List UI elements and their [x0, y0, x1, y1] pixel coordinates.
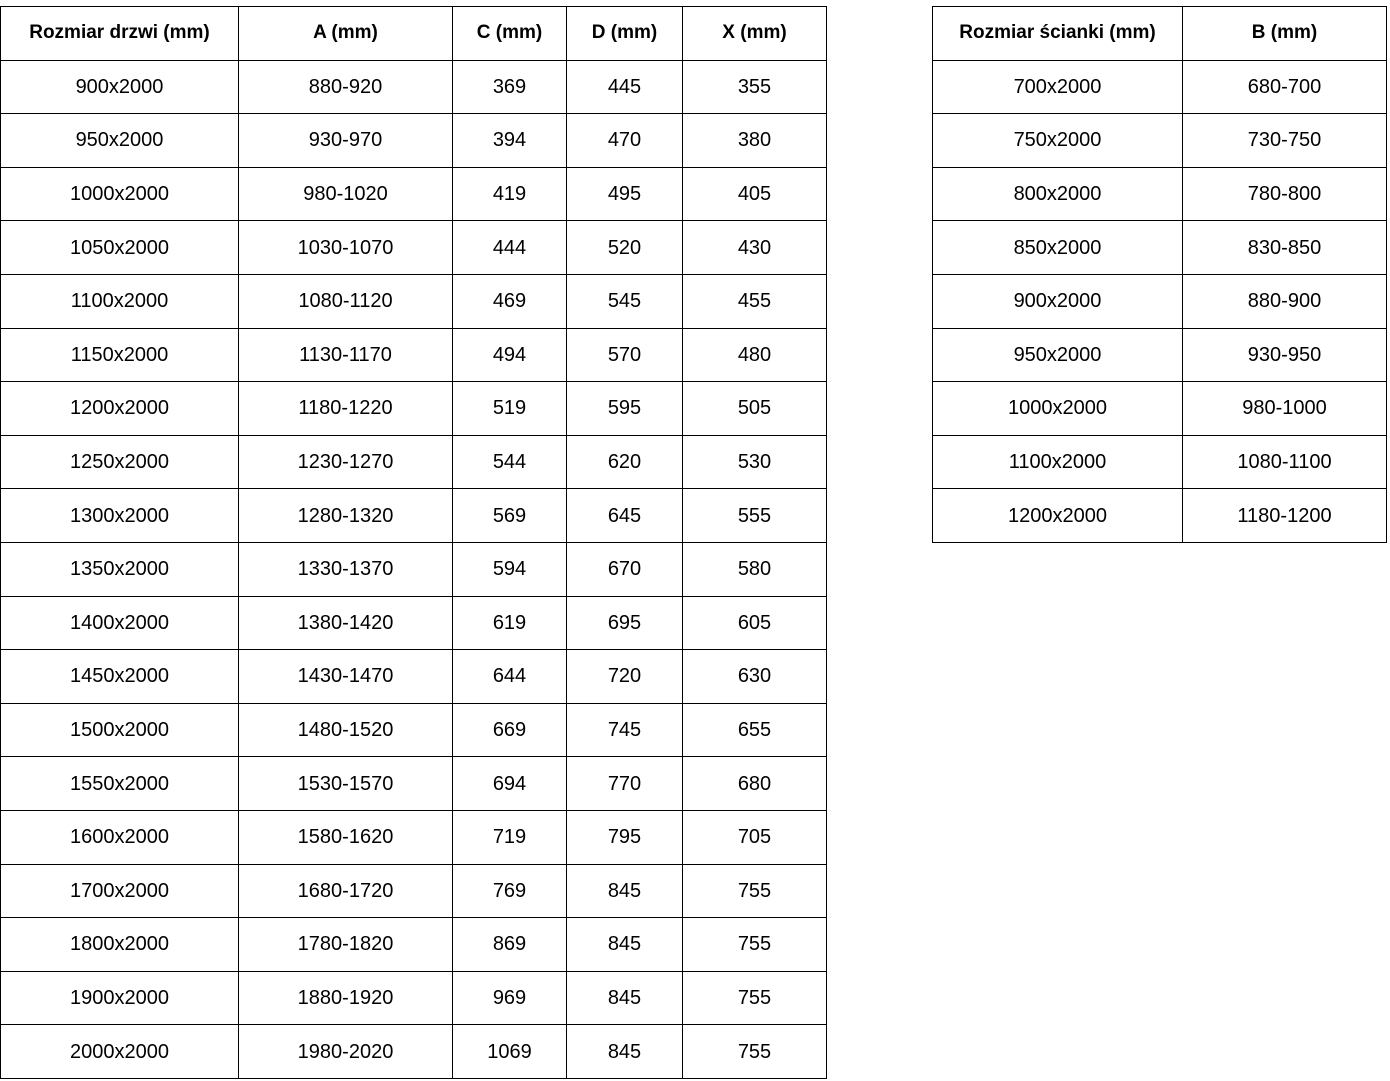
table-cell: 470	[567, 114, 683, 168]
table-cell: 594	[453, 542, 567, 596]
table-cell: 545	[567, 274, 683, 328]
table-cell: 930-970	[239, 114, 453, 168]
column-header-5: X (mm)	[683, 7, 827, 61]
table-cell: 755	[683, 864, 827, 918]
table-cell: 1280-1320	[239, 489, 453, 543]
table-cell: 755	[683, 1025, 827, 1079]
table-header-row	[1, 7, 827, 61]
table-cell: 1230-1270	[239, 435, 453, 489]
table-cell: 670	[567, 542, 683, 596]
row-label-cell: 900x2000	[933, 274, 1183, 328]
row-label-cell: 1450x2000	[1, 650, 239, 704]
row-label-cell: 1000x2000	[933, 382, 1183, 436]
table-row	[1, 489, 827, 543]
table-cell: 880-920	[239, 60, 453, 114]
table-cell: 444	[453, 221, 567, 275]
table-cell: 1030-1070	[239, 221, 453, 275]
table-cell: 355	[683, 60, 827, 114]
table-cell: 494	[453, 328, 567, 382]
row-label-cell: 1400x2000	[1, 596, 239, 650]
table-cell: 680-700	[1183, 60, 1387, 114]
wall-size-table-header	[933, 7, 1387, 61]
table-row	[1, 221, 827, 275]
row-label-cell: 1500x2000	[1, 703, 239, 757]
row-label-cell: 700x2000	[933, 60, 1183, 114]
door-size-table	[0, 6, 827, 1079]
table-cell: 745	[567, 703, 683, 757]
table-cell: 505	[683, 382, 827, 436]
column-header-1: Rozmiar drzwi (mm)	[1, 7, 239, 61]
row-label-cell: 1700x2000	[1, 864, 239, 918]
table-cell: 869	[453, 918, 567, 972]
table-cell: 770	[567, 757, 683, 811]
table-cell: 595	[567, 382, 683, 436]
table-cell: 720	[567, 650, 683, 704]
table-row	[1, 60, 827, 114]
row-label-cell: 850x2000	[933, 221, 1183, 275]
table-row	[933, 60, 1387, 114]
table-row	[1, 328, 827, 382]
table-row	[1, 757, 827, 811]
table-cell: 930-950	[1183, 328, 1387, 382]
table-cell: 1580-1620	[239, 810, 453, 864]
table-cell: 394	[453, 114, 567, 168]
table-row	[933, 489, 1387, 543]
table-row	[1, 167, 827, 221]
table-row	[933, 274, 1387, 328]
table-header-row	[933, 7, 1387, 61]
table-cell: 830-850	[1183, 221, 1387, 275]
table-cell: 544	[453, 435, 567, 489]
column-header-2: A (mm)	[239, 7, 453, 61]
table-cell: 580	[683, 542, 827, 596]
row-label-cell: 1900x2000	[1, 971, 239, 1025]
table-cell: 695	[567, 596, 683, 650]
column-header-4: D (mm)	[567, 7, 683, 61]
table-cell: 445	[567, 60, 683, 114]
table-cell: 1380-1420	[239, 596, 453, 650]
table-row	[933, 435, 1387, 489]
table-cell: 645	[567, 489, 683, 543]
row-label-cell: 750x2000	[933, 114, 1183, 168]
table-row	[933, 221, 1387, 275]
row-label-cell: 1250x2000	[1, 435, 239, 489]
table-cell: 769	[453, 864, 567, 918]
row-label-cell: 1300x2000	[1, 489, 239, 543]
table-row	[1, 1025, 827, 1079]
table-cell: 569	[453, 489, 567, 543]
column-header-2: B (mm)	[1183, 7, 1387, 61]
table-row	[1, 810, 827, 864]
row-label-cell: 900x2000	[1, 60, 239, 114]
row-label-cell: 1350x2000	[1, 542, 239, 596]
column-header-1: Rozmiar ścianki (mm)	[933, 7, 1183, 61]
table-cell: 1430-1470	[239, 650, 453, 704]
table-row	[1, 596, 827, 650]
table-cell: 1180-1220	[239, 382, 453, 436]
table-cell: 845	[567, 971, 683, 1025]
table-cell: 1980-2020	[239, 1025, 453, 1079]
table-cell: 1080-1100	[1183, 435, 1387, 489]
table-cell: 655	[683, 703, 827, 757]
table-cell: 1130-1170	[239, 328, 453, 382]
row-label-cell: 1600x2000	[1, 810, 239, 864]
table-cell: 530	[683, 435, 827, 489]
table-row	[933, 382, 1387, 436]
table-cell: 795	[567, 810, 683, 864]
table-cell: 519	[453, 382, 567, 436]
table-cell: 644	[453, 650, 567, 704]
table-row	[1, 703, 827, 757]
table-cell: 669	[453, 703, 567, 757]
table-cell: 730-750	[1183, 114, 1387, 168]
table-row	[1, 971, 827, 1025]
table-cell: 969	[453, 971, 567, 1025]
table-cell: 405	[683, 167, 827, 221]
table-row	[1, 382, 827, 436]
row-label-cell: 1100x2000	[1, 274, 239, 328]
row-label-cell: 1050x2000	[1, 221, 239, 275]
table-cell: 1880-1920	[239, 971, 453, 1025]
table-cell: 469	[453, 274, 567, 328]
row-label-cell: 1550x2000	[1, 757, 239, 811]
table-row	[1, 274, 827, 328]
table-row	[1, 864, 827, 918]
table-row	[1, 650, 827, 704]
table-cell: 380	[683, 114, 827, 168]
door-size-table-header	[1, 7, 827, 61]
table-cell: 1080-1120	[239, 274, 453, 328]
row-label-cell: 1200x2000	[1, 382, 239, 436]
column-header-3: C (mm)	[453, 7, 567, 61]
table-cell: 1780-1820	[239, 918, 453, 972]
table-row	[1, 435, 827, 489]
row-label-cell: 1200x2000	[933, 489, 1183, 543]
table-row	[1, 542, 827, 596]
row-label-cell: 1150x2000	[1, 328, 239, 382]
table-cell: 680	[683, 757, 827, 811]
table-cell: 620	[567, 435, 683, 489]
table-cell: 480	[683, 328, 827, 382]
table-cell: 630	[683, 650, 827, 704]
table-cell: 570	[567, 328, 683, 382]
table-cell: 705	[683, 810, 827, 864]
table-cell: 1480-1520	[239, 703, 453, 757]
table-row	[933, 328, 1387, 382]
table-row	[1, 114, 827, 168]
table-cell: 419	[453, 167, 567, 221]
door-size-table-body	[1, 60, 827, 1078]
table-cell: 555	[683, 489, 827, 543]
table-cell: 495	[567, 167, 683, 221]
row-label-cell: 950x2000	[1, 114, 239, 168]
table-cell: 719	[453, 810, 567, 864]
table-cell: 455	[683, 274, 827, 328]
table-cell: 755	[683, 918, 827, 972]
table-cell: 1069	[453, 1025, 567, 1079]
table-cell: 755	[683, 971, 827, 1025]
table-cell: 845	[567, 918, 683, 972]
row-label-cell: 950x2000	[933, 328, 1183, 382]
table-cell: 845	[567, 1025, 683, 1079]
table-row	[1, 918, 827, 972]
table-cell: 980-1000	[1183, 382, 1387, 436]
table-cell: 430	[683, 221, 827, 275]
table-cell: 1330-1370	[239, 542, 453, 596]
row-label-cell: 1100x2000	[933, 435, 1183, 489]
table-row	[933, 167, 1387, 221]
table-cell: 780-800	[1183, 167, 1387, 221]
row-label-cell: 800x2000	[933, 167, 1183, 221]
wall-size-table-body	[933, 60, 1387, 542]
table-cell: 980-1020	[239, 167, 453, 221]
row-label-cell: 2000x2000	[1, 1025, 239, 1079]
row-label-cell: 1800x2000	[1, 918, 239, 972]
table-cell: 845	[567, 864, 683, 918]
table-cell: 1530-1570	[239, 757, 453, 811]
table-cell: 520	[567, 221, 683, 275]
table-cell: 1180-1200	[1183, 489, 1387, 543]
table-cell: 369	[453, 60, 567, 114]
row-label-cell: 1000x2000	[1, 167, 239, 221]
table-cell: 619	[453, 596, 567, 650]
table-cell: 1680-1720	[239, 864, 453, 918]
table-cell: 694	[453, 757, 567, 811]
table-row	[933, 114, 1387, 168]
table-cell: 880-900	[1183, 274, 1387, 328]
wall-size-table	[932, 6, 1387, 543]
table-cell: 605	[683, 596, 827, 650]
